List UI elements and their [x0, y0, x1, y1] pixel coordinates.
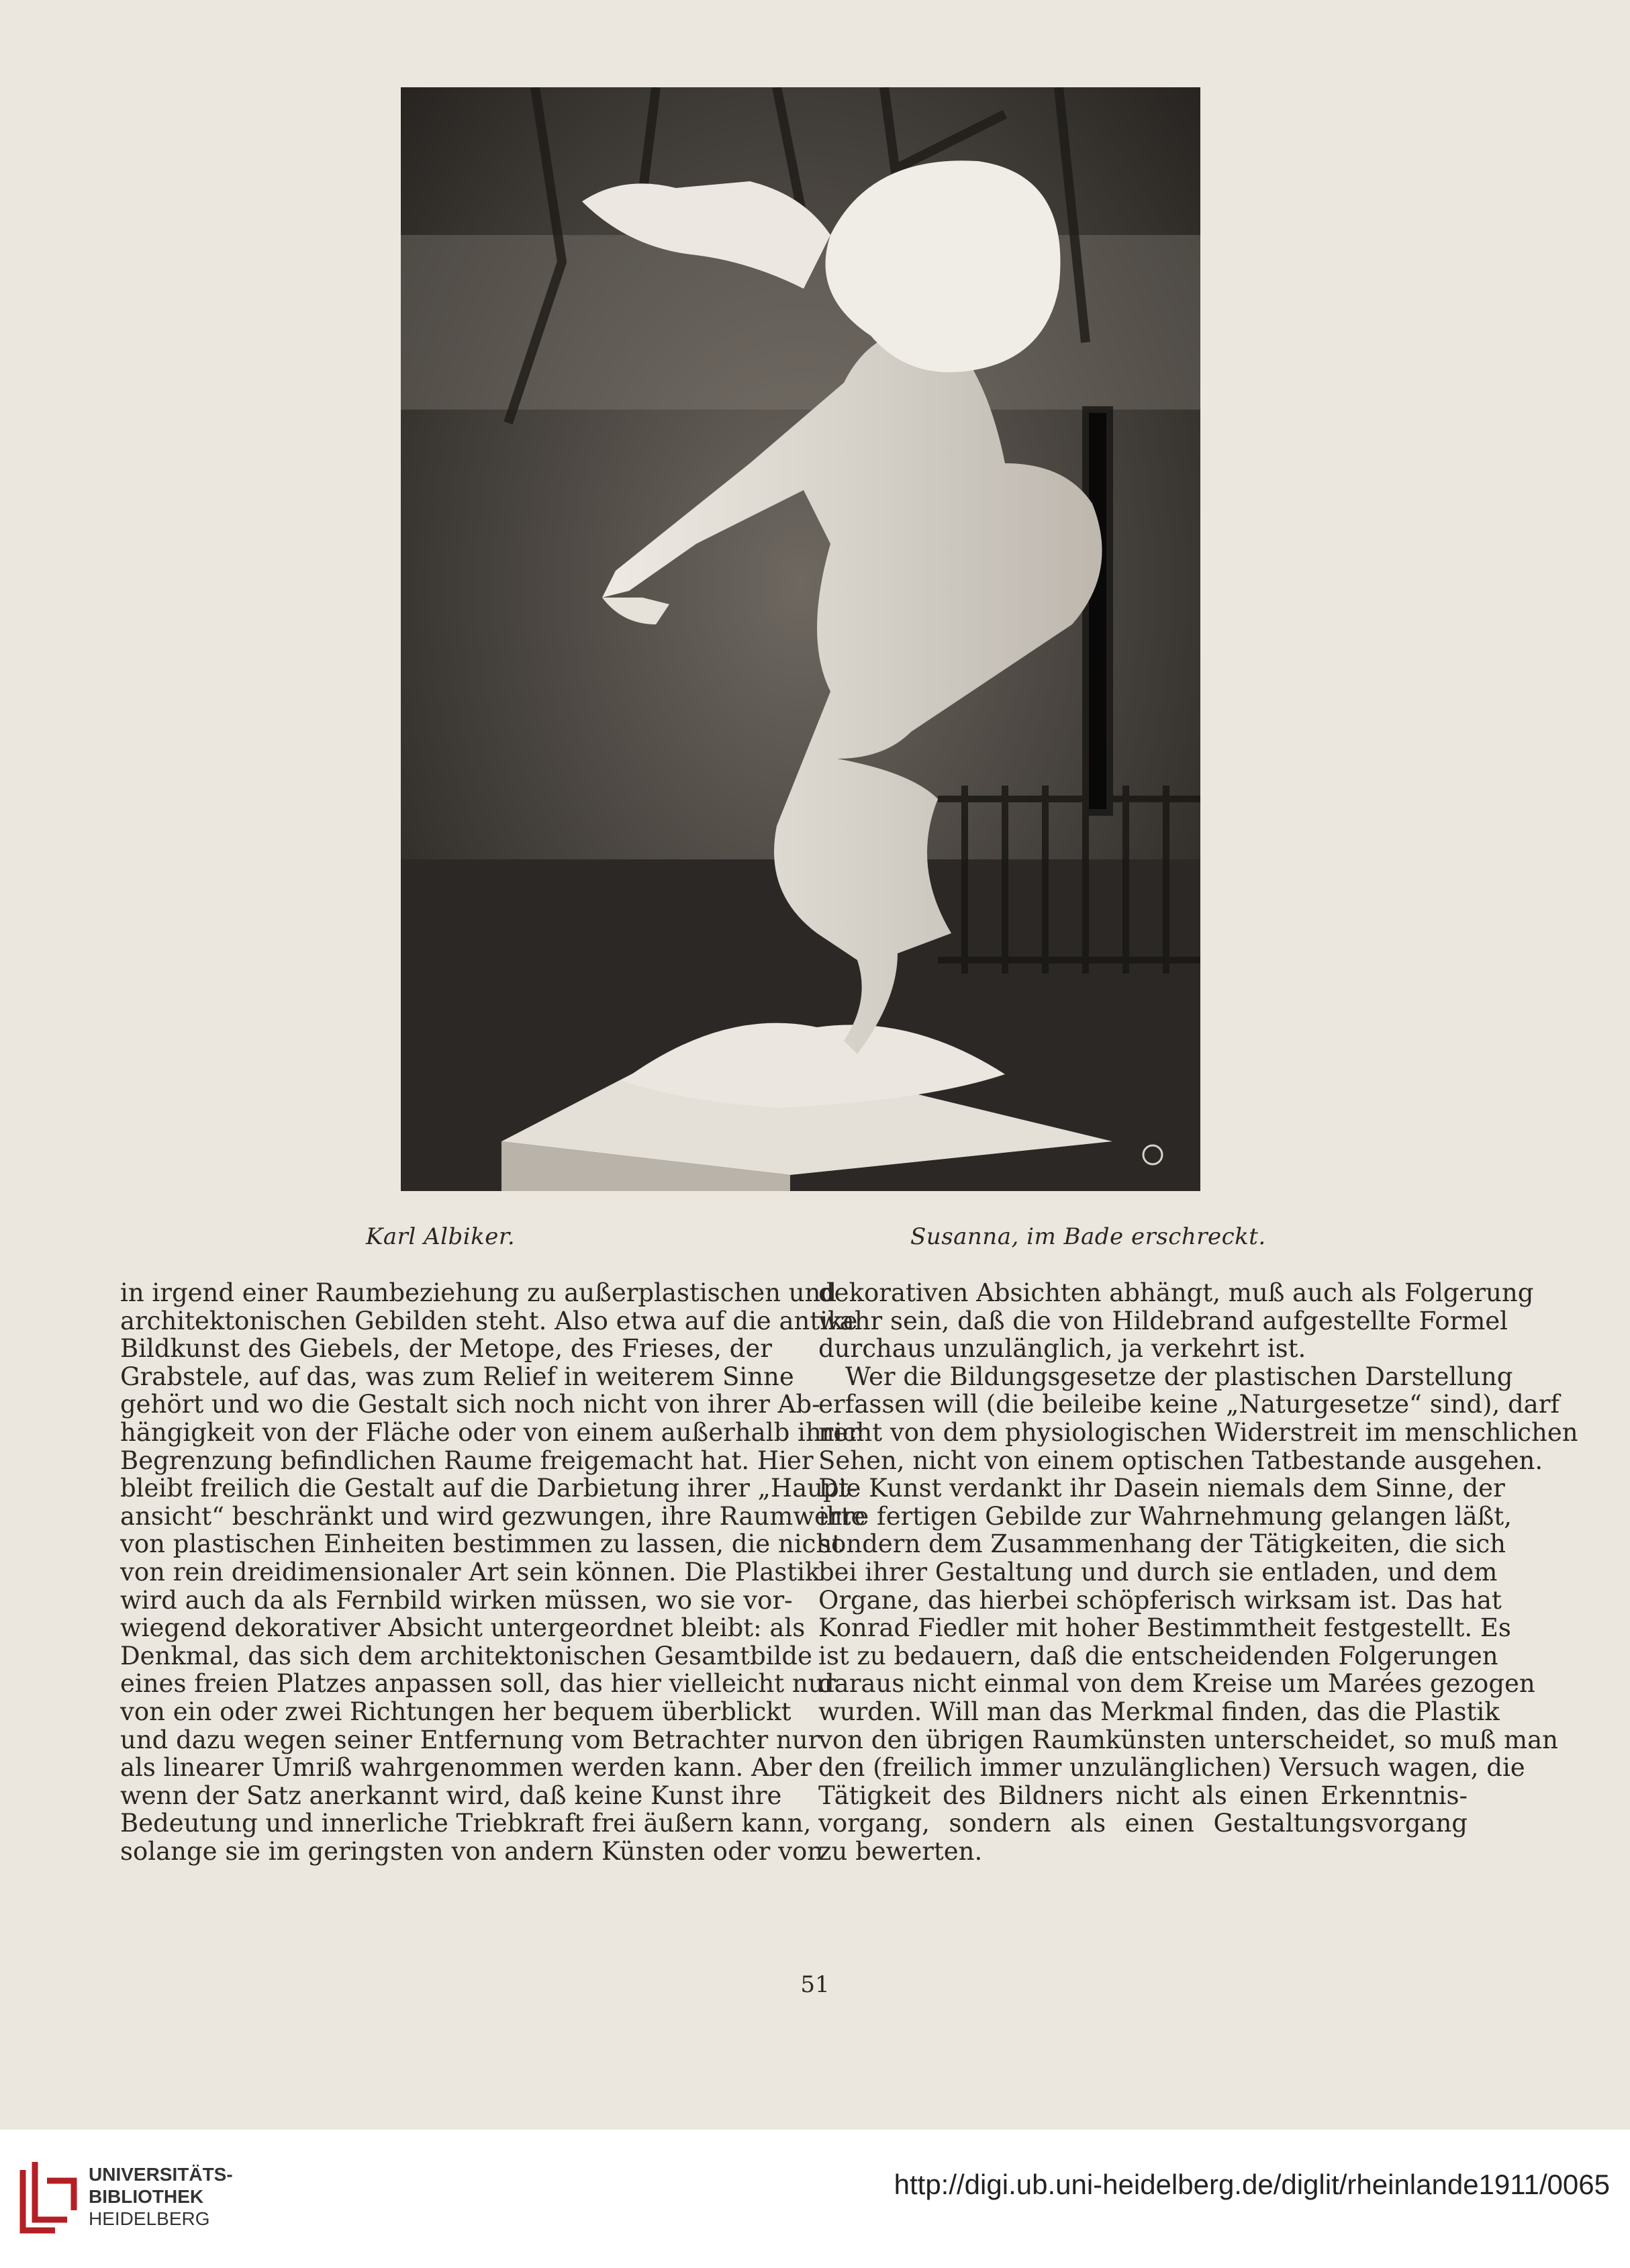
sculpture-photo	[401, 87, 1200, 1191]
text-line: Begrenzung befindlichen Raume freigemacht hat. Hier	[120, 1446, 814, 1475]
text-line: daraus nicht einmal von dem Kreise um Marées gezogen	[818, 1669, 1535, 1699]
text-line: Konrad Fiedler mit hoher Bestimmtheit festgestellt. Es	[818, 1613, 1511, 1643]
caption-title: Susanna, im Bade erschreckt.	[910, 1223, 1266, 1250]
text-line: wenn der Satz anerkannt wird, daß keine Kunst ihre	[120, 1781, 782, 1810]
text-line: sondern dem Zusammenhang der Tätigkeiten, die sich	[818, 1529, 1506, 1559]
library-logo-icon	[15, 2157, 82, 2240]
permalink-url[interactable]: http://digi.ub.uni-heidelberg.de/diglit/rheinlande1911/0065	[894, 2169, 1610, 2200]
logo-line: BIBLIOTHEK	[89, 2186, 204, 2207]
text-line: den (freilich immer unzulänglichen) Versuch wagen, die	[818, 1753, 1525, 1783]
page-number: 51	[800, 1971, 830, 1998]
text-line: eines freien Platzes anpassen soll, das hier vielleicht nur	[120, 1669, 836, 1699]
text-line: als linearer Umriß wahrgenommen werden kann. Aber	[120, 1753, 812, 1783]
text-line: wahr sein, daß die von Hildebrand aufgestellte Formel	[818, 1306, 1508, 1335]
text-line: wurden. Will man das Merkmal finden, das die Plastik	[818, 1697, 1500, 1726]
text-line: ihre fertigen Gebilde zur Wahrnehmung gelangen läßt,	[818, 1501, 1512, 1531]
logo-line: UNIVERSITÄTS-	[89, 2164, 233, 2185]
text-line: erfassen will (die beileibe keine „Naturgesetze“ sind), darf	[818, 1390, 1560, 1419]
text-line: und dazu wegen seiner Entfernung vom Betrachter nur	[120, 1725, 820, 1754]
text-column-right	[818, 1278, 1578, 1866]
text-line: von plastischen Einheiten bestimmen zu lassen, die nicht	[120, 1529, 843, 1559]
text-line: in irgend einer Raumbeziehung zu außerplastischen und	[120, 1278, 837, 1307]
library-logo-text	[89, 2163, 233, 2230]
text-line: von ein oder zwei Richtungen her bequem überblickt	[120, 1697, 792, 1726]
text-line: Organe, das hierbei schöpferisch wirksam ist. Das hat	[818, 1585, 1502, 1615]
text-line: Tätigkeit des Bildners nicht als einen Erkenntnis-	[818, 1781, 1468, 1810]
text-column-left	[120, 1278, 866, 1866]
text-line: durchaus unzulänglich, ja verkehrt ist.	[818, 1334, 1306, 1364]
text-line: architektonischen Gebilden steht. Also etwa auf die antike	[120, 1306, 858, 1335]
text-line: von den übrigen Raumkünsten unterscheidet, so muß man	[818, 1725, 1558, 1754]
text-line: von rein dreidimensionaler Art sein können. Die Plastik	[120, 1557, 820, 1587]
text-line: Denkmal, das sich dem architektonischen Gesamtbilde	[120, 1641, 812, 1670]
text-line: Sehen, nicht von einem optischen Tatbestande ausgehen.	[818, 1446, 1543, 1475]
text-line: wird auch da als Fernbild wirken müssen, wo sie vor-	[120, 1585, 793, 1615]
text-line: bei ihrer Gestaltung und durch sie entladen, und dem	[818, 1557, 1498, 1587]
text-line: Die Kunst verdankt ihr Dasein niemals dem Sinne, der	[818, 1474, 1505, 1503]
footer-bar	[0, 2130, 1630, 2268]
text-line: zu bewerten.	[818, 1836, 983, 1866]
caption-artist: Karl Albiker.	[366, 1223, 516, 1250]
text-line: Bildkunst des Giebels, der Metope, des Frieses, der	[120, 1334, 772, 1364]
text-line: Grabstele, auf das, was zum Relief in weiterem Sinne	[120, 1362, 794, 1391]
text-line: dekorativen Absichten abhängt, muß auch als Folgerung	[818, 1278, 1534, 1307]
text-line: nicht von dem physiologischen Widerstreit im menschlichen	[818, 1417, 1578, 1447]
logo-line: HEIDELBERG	[89, 2208, 210, 2229]
text-line: bleibt freilich die Gestalt auf die Darbietung ihrer „Haupt-	[120, 1474, 858, 1503]
text-line: wiegend dekorativer Absicht untergeordnet bleibt: als	[120, 1613, 806, 1643]
text-line: Bedeutung und innerliche Triebkraft frei äußern kann,	[120, 1809, 812, 1838]
text-line: vorgang, sondern als einen Gestaltungsvorgang	[818, 1809, 1468, 1838]
text-line: ansicht“ beschränkt und wird gezwungen, ihre Raumwerte	[120, 1501, 866, 1531]
text-line: solange sie im geringsten von andern Künsten oder von	[120, 1836, 824, 1866]
text-line: ist zu bedauern, daß die entscheidenden Folgerungen	[818, 1641, 1498, 1670]
text-line: gehört und wo die Gestalt sich noch nicht von ihrer Ab-	[120, 1390, 820, 1419]
text-line: Wer die Bildungsgesetze der plastischen Darstellung	[845, 1362, 1513, 1391]
text-line: hängigkeit von der Fläche oder von einem außerhalb ihrer	[120, 1417, 860, 1447]
